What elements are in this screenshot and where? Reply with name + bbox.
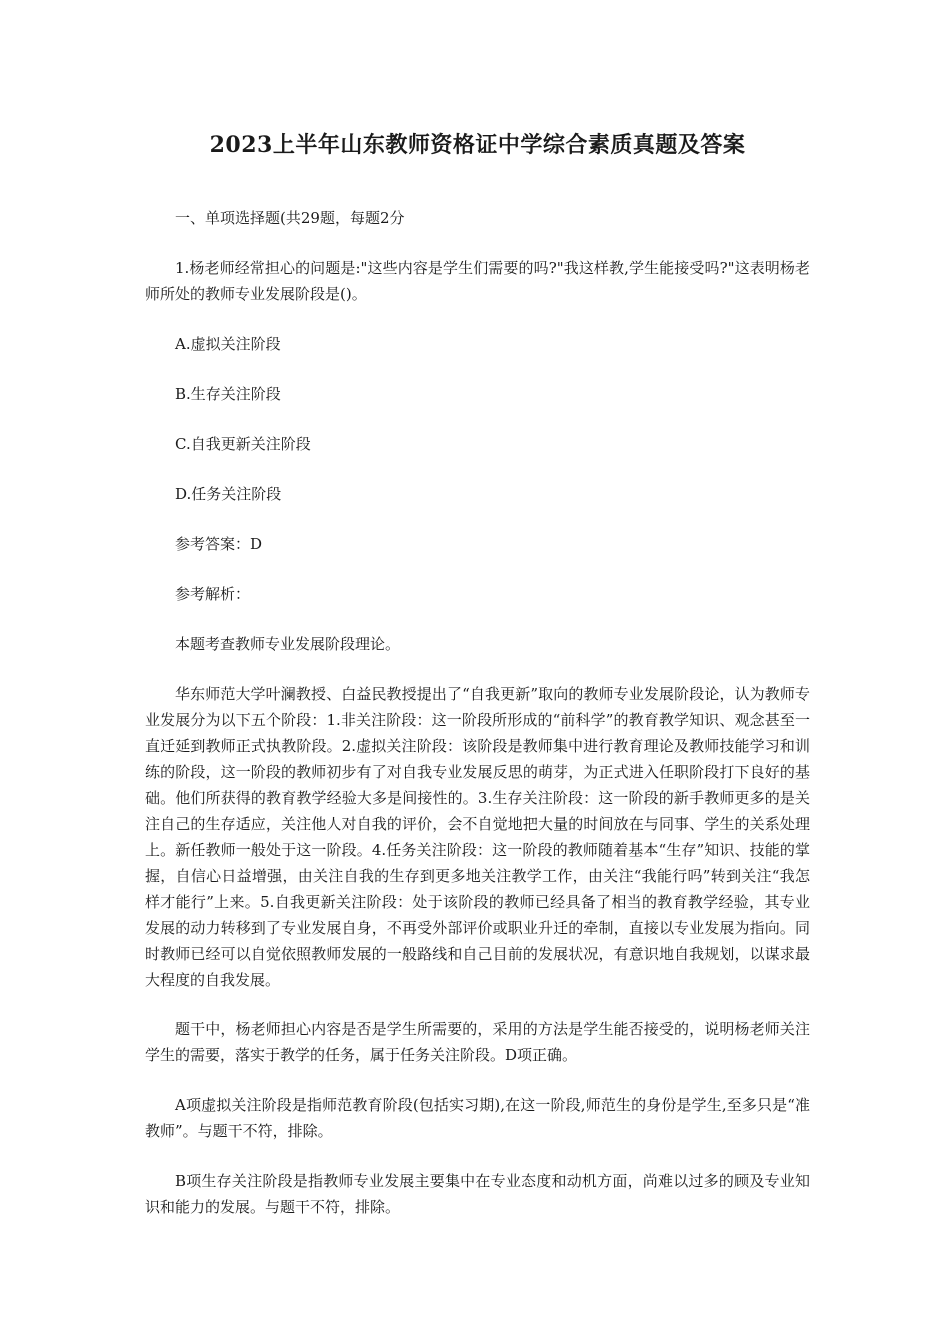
option-c: C.自我更新关注阶段 <box>175 435 311 453</box>
analysis-paragraph: 华东师范大学叶澜教授、白益民教授提出了“自我更新”取向的教师专业发展阶段论，认为教师专业发展分为以下五个阶段：1.非关注阶段：这一阶段所形成的“前科学”的教育教学知识、观念甚至一直迁延到教师正式执教阶段。2.虚拟关注阶段：该阶段是教师集中进行教育理论及教师技能学习和训练的阶段，这一阶段的教师初步有了对自我专业发展反思的萌芽，为正式进入任职阶段打下良好的基础。他们所获得的教育教学经验大多是间接性的。3.生存关注阶段：这一阶段的新手教师更多的是关注自己的生存适应，关注他人对自我的评价，会不自觉地把大量的时间放在与同事、学生的关系处理上。新任教师一般处于这一阶段。4.任务关注阶段：这一阶段的教师随着基本“生存”知识、技能的掌握，自信心日益增强，由关注自我的生存到更多地关注教学工作，由关注“我能行吗”转到关注“我怎样才能行”上来。5.自我更新关注阶段：处于该阶段的教师已经具备了相当的教育教学经验，其专业发展的动力转移到了专业发展自身，不再受外部评价或职业升迁的牵制，直接以专业发展为指向。同时教师已经可以自觉依照教师发展的一般路线和自己目前的发展状况，有意识地自我规划，以谋求最大程度的自我发展。 <box>145 685 810 989</box>
analysis-paragraph: B项生存关注阶段是指教师专业发展主要集中在专业态度和动机方面，尚难以过多的顾及专业知识和能力的发展。与题干不符，排除。 <box>145 1172 810 1216</box>
option-d: D.任务关注阶段 <box>175 485 282 503</box>
analysis-paragraph: 题干中，杨老师担心内容是否是学生所需要的，采用的方法是学生能否接受的，说明杨老师关注学生的需要，落实于教学的任务，属于任务关注阶段。D项正确。 <box>145 1020 810 1064</box>
analysis-label: 参考解析： <box>175 585 251 603</box>
analysis-paragraph: 本题考查教师专业发展阶段理论。 <box>175 635 401 653</box>
analysis-paragraph: A项虚拟关注阶段是指师范教育阶段(包括实习期),在这一阶段,师范生的身份是学生,至多只是“准教师”。与题干不符，排除。 <box>145 1096 810 1140</box>
question-text: 1.杨老师经常担心的问题是:"这些内容是学生们需要的吗?"我这样教,学生能接受吗?"这表明杨老师所处的教师专业发展阶段是()。 <box>145 259 810 303</box>
reference-answer: 参考答案：D <box>175 535 263 553</box>
option-b: B.生存关注阶段 <box>175 385 281 403</box>
option-a: A.虚拟关注阶段 <box>175 335 281 353</box>
section-heading: 一、单项选择题(共29题，每题2分 <box>175 209 405 227</box>
document-title: 2023上半年山东教师资格证中学综合素质真题及答案 <box>209 132 746 158</box>
